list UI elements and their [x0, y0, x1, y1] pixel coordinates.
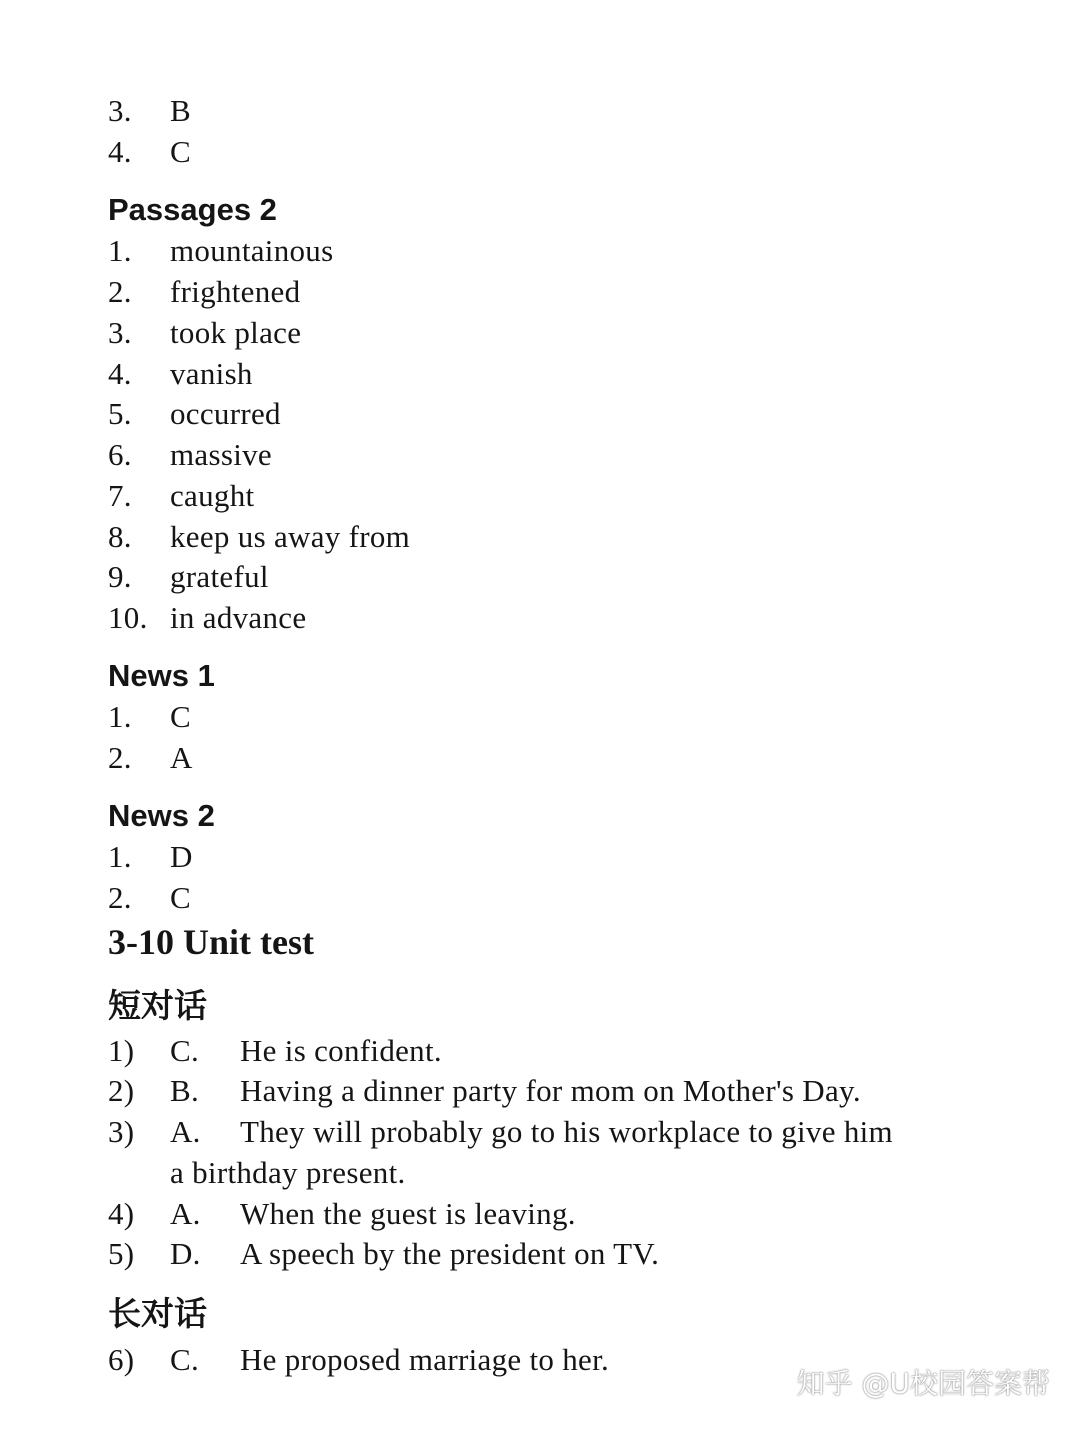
item-number: 3.: [108, 315, 132, 350]
section-heading-short-conversations: 短对话: [108, 986, 207, 1025]
answer-text: When the guest is leaving.: [240, 1196, 576, 1231]
answer-option: C.: [170, 1342, 200, 1377]
item-answer: grateful: [170, 559, 269, 594]
item-number: 1.: [108, 233, 132, 268]
item-answer: A: [170, 740, 193, 775]
section-heading-news-1: News 1: [108, 658, 215, 693]
answer-option: D.: [170, 1236, 201, 1271]
section-heading-long-conversations: 长对话: [108, 1294, 207, 1333]
item-answer: C: [170, 880, 191, 915]
answer-text: A speech by the president on TV.: [240, 1236, 660, 1271]
section-heading-news-2: News 2: [108, 798, 215, 833]
item-answer: C: [170, 134, 191, 169]
watermark: 知乎 @U校园答案帮: [796, 1367, 1050, 1400]
item-answer: vanish: [170, 356, 253, 391]
item-answer: C: [170, 699, 191, 734]
item-number: 10.: [108, 600, 148, 635]
item-number: 1.: [108, 699, 132, 734]
question-number: 6): [108, 1342, 135, 1377]
item-number: 4.: [108, 356, 132, 391]
item-number: 4.: [108, 134, 132, 169]
answer-text: Having a dinner party for mom on Mother's Day.: [240, 1073, 861, 1108]
answer-text: He proposed marriage to her.: [240, 1342, 610, 1377]
item-answer: in advance: [170, 600, 307, 635]
item-number: 3.: [108, 93, 132, 128]
answer-option: B.: [170, 1073, 200, 1108]
item-answer: occurred: [170, 396, 281, 431]
item-number: 2.: [108, 740, 132, 775]
answer-option: A.: [170, 1196, 201, 1231]
item-answer: B: [170, 93, 191, 128]
question-number: 4): [108, 1196, 135, 1231]
item-number: 5.: [108, 396, 132, 431]
question-number: 3): [108, 1114, 135, 1149]
answer-text: He is confident.: [240, 1033, 442, 1068]
item-answer: mountainous: [170, 233, 334, 268]
item-number: 1.: [108, 839, 132, 874]
item-answer: D: [170, 839, 193, 874]
answer-option: C.: [170, 1033, 200, 1068]
question-number: 1): [108, 1033, 135, 1068]
answer-text-continuation: a birthday present.: [170, 1155, 406, 1190]
question-number: 2): [108, 1073, 135, 1108]
answer-text: They will probably go to his workplace to give him: [240, 1114, 893, 1149]
answer-option: A.: [170, 1114, 201, 1149]
item-number: 6.: [108, 437, 132, 472]
item-answer: took place: [170, 315, 302, 350]
item-number: 2.: [108, 274, 132, 309]
item-number: 7.: [108, 478, 132, 513]
item-number: 9.: [108, 559, 132, 594]
question-number: 5): [108, 1236, 135, 1271]
item-answer: keep us away from: [170, 519, 411, 554]
item-answer: caught: [170, 478, 255, 513]
unit-test-title: 3-10 Unit test: [108, 922, 314, 962]
item-answer: frightened: [170, 274, 301, 309]
item-answer: massive: [170, 437, 272, 472]
item-number: 2.: [108, 880, 132, 915]
section-heading-passages-2: Passages 2: [108, 192, 277, 227]
item-number: 8.: [108, 519, 132, 554]
